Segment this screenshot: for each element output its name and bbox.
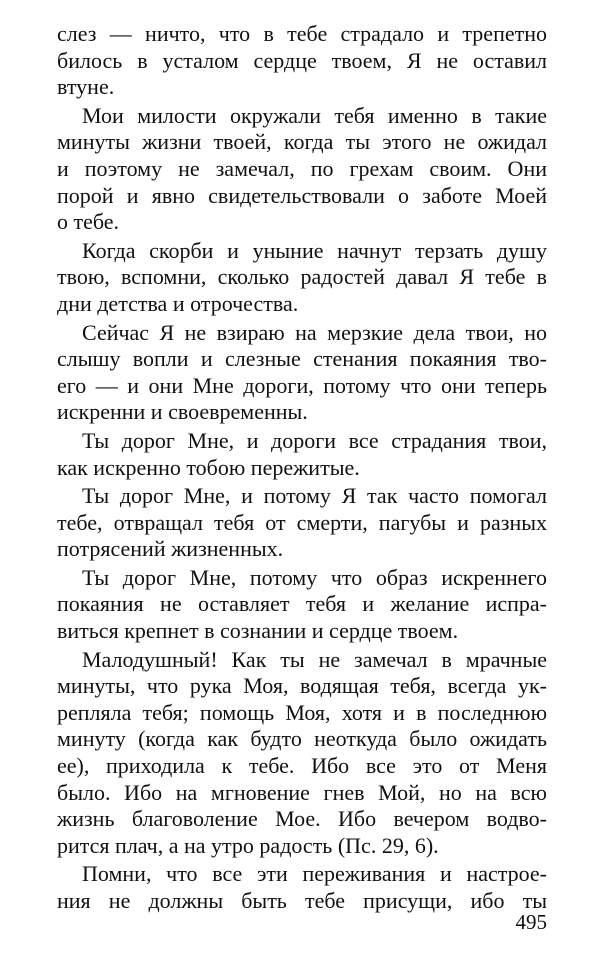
text-line: ния не должны быть тебе присущи, ибо ты bbox=[57, 888, 547, 913]
text-line: Малодушный! Как ты не замечал в мрачные bbox=[82, 646, 547, 672]
paragraph bbox=[57, 21, 547, 101]
text-line: минуту (когда как будто неоткуда было ожидать bbox=[57, 726, 547, 752]
page-number: 495 bbox=[515, 910, 547, 934]
text-line: рится плач, а на утро радость (Пс. 29, 6). bbox=[57, 832, 439, 858]
text-line: и поэтому не замечал, по грехам своим. Они bbox=[57, 155, 547, 181]
text-line: его — и они Мне дороги, потому что они теперь bbox=[57, 372, 547, 398]
text-line: как искренно тобою пережитые. bbox=[57, 454, 360, 480]
paragraph bbox=[57, 647, 547, 860]
paragraph bbox=[57, 483, 547, 563]
text-line: Ты дорог Мне, потому что образ искреннего bbox=[82, 564, 547, 590]
text-line: Мои милости окружали тебя именно в такие bbox=[82, 102, 547, 128]
paragraph bbox=[57, 565, 547, 645]
text-line: покаяния не оставляет тебя и желание испра- bbox=[57, 591, 547, 617]
text-line: Ты дорог Мне, и потому Я так часто помогал bbox=[82, 483, 547, 509]
text-line: виться крепнет в сознании и сердце твоем. bbox=[57, 618, 459, 644]
text-line: искренни и своевременны. bbox=[57, 399, 308, 425]
text-line: тебе, отвращал тебя от смерти, пагубы и разных bbox=[57, 509, 547, 535]
text-line: Когда скорби и уныние начнут терзать душу bbox=[82, 237, 547, 263]
text-line: слышу вопли и слезные стенания покаяния тво- bbox=[57, 346, 547, 372]
text-line: о тебе. bbox=[57, 209, 120, 235]
paragraph bbox=[57, 428, 547, 481]
paragraph bbox=[57, 103, 547, 236]
text-line: порой и явно свидетельствовали о заботе Моей bbox=[57, 182, 547, 208]
text-line: минуты, что рука Моя, водящая тебя, всегда ук- bbox=[57, 673, 547, 699]
text-line: втуне. bbox=[57, 74, 115, 100]
text-line: репляла тебя; помощь Моя, хотя и в последнюю bbox=[57, 699, 547, 725]
text-line: Сейчас Я не взираю на мерзкие дела твои, но bbox=[82, 319, 547, 345]
text-line: Ты дорог Мне, и дороги все страдания твои, bbox=[82, 427, 547, 453]
paragraph bbox=[57, 238, 547, 318]
text-line: ее), приходила к тебе. Ибо все это от Меня bbox=[57, 753, 547, 779]
text-line: жизнь благоволение Мое. Ибо вечером водво- bbox=[57, 806, 547, 832]
text-line: потрясений жизненных. bbox=[57, 536, 284, 562]
paragraph bbox=[57, 320, 547, 426]
text-line: дни детства и отрочества. bbox=[57, 290, 299, 316]
text-line: билось в усталом сердце твоем, Я не оставил bbox=[57, 47, 547, 73]
text-line: было. Ибо на мгновение гнев Мой, но на всю bbox=[57, 779, 547, 805]
text-line: твою, вспомни, сколько радостей давал Я тебе в bbox=[57, 264, 547, 290]
text-line: слез — ничто, что в тебе страдало и трепетно bbox=[57, 21, 547, 46]
paragraph bbox=[57, 861, 547, 914]
text-line: минуты жизни твоей, когда ты этого не ожидал bbox=[57, 129, 547, 155]
book-page-text bbox=[57, 21, 547, 917]
text-line: Помни, что все эти переживания и настрое- bbox=[82, 861, 547, 887]
